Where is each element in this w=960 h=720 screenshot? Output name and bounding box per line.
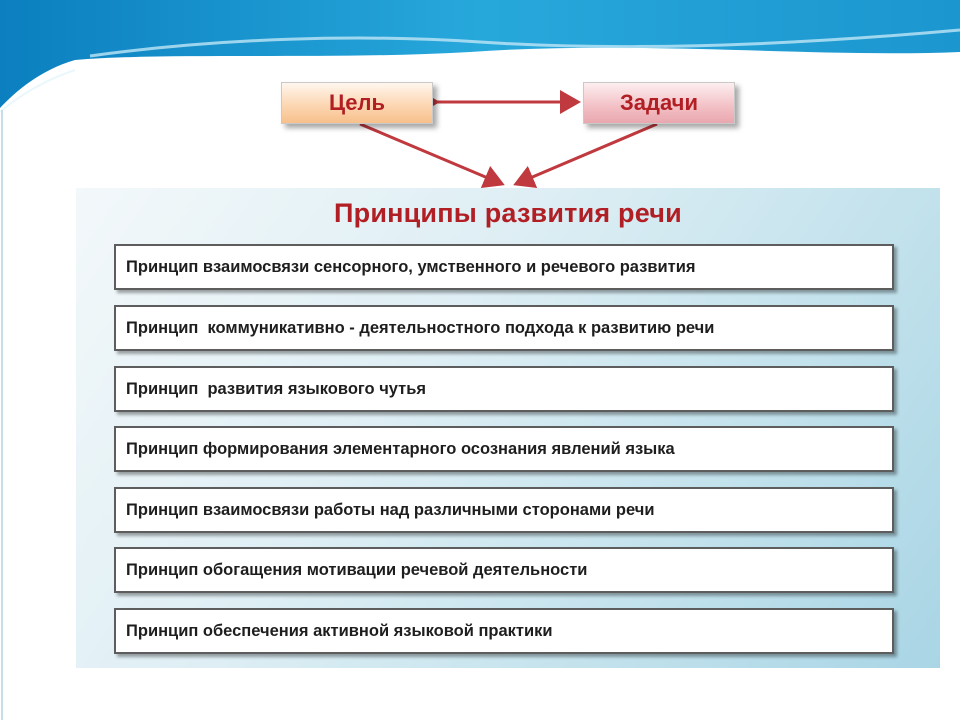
principle-item: Принцип взаимосвязи работы над различными сторонами речи — [114, 487, 894, 533]
goal-arrow — [360, 124, 502, 184]
principle-item: Принцип формирования элементарного осознания явлений языка — [114, 426, 894, 472]
principle-item: Принцип обеспечения активной языковой практики — [114, 608, 894, 654]
header-wave — [0, 0, 960, 108]
tasks-arrow — [516, 124, 657, 184]
principle-item: Принцип развития языкового чутья — [114, 366, 894, 412]
goal-box: Цель — [281, 82, 433, 124]
principle-item: Принцип обогащения мотивации речевой деятельности — [114, 547, 894, 593]
tasks-box: Задачи — [583, 82, 735, 124]
principle-item: Принцип взаимосвязи сенсорного, умственного и речевого развития — [114, 244, 894, 290]
principle-item: Принцип коммуникативно - деятельностного подхода к развитию речи — [114, 305, 894, 351]
panel-title: Принципы развития речи — [334, 198, 682, 228]
